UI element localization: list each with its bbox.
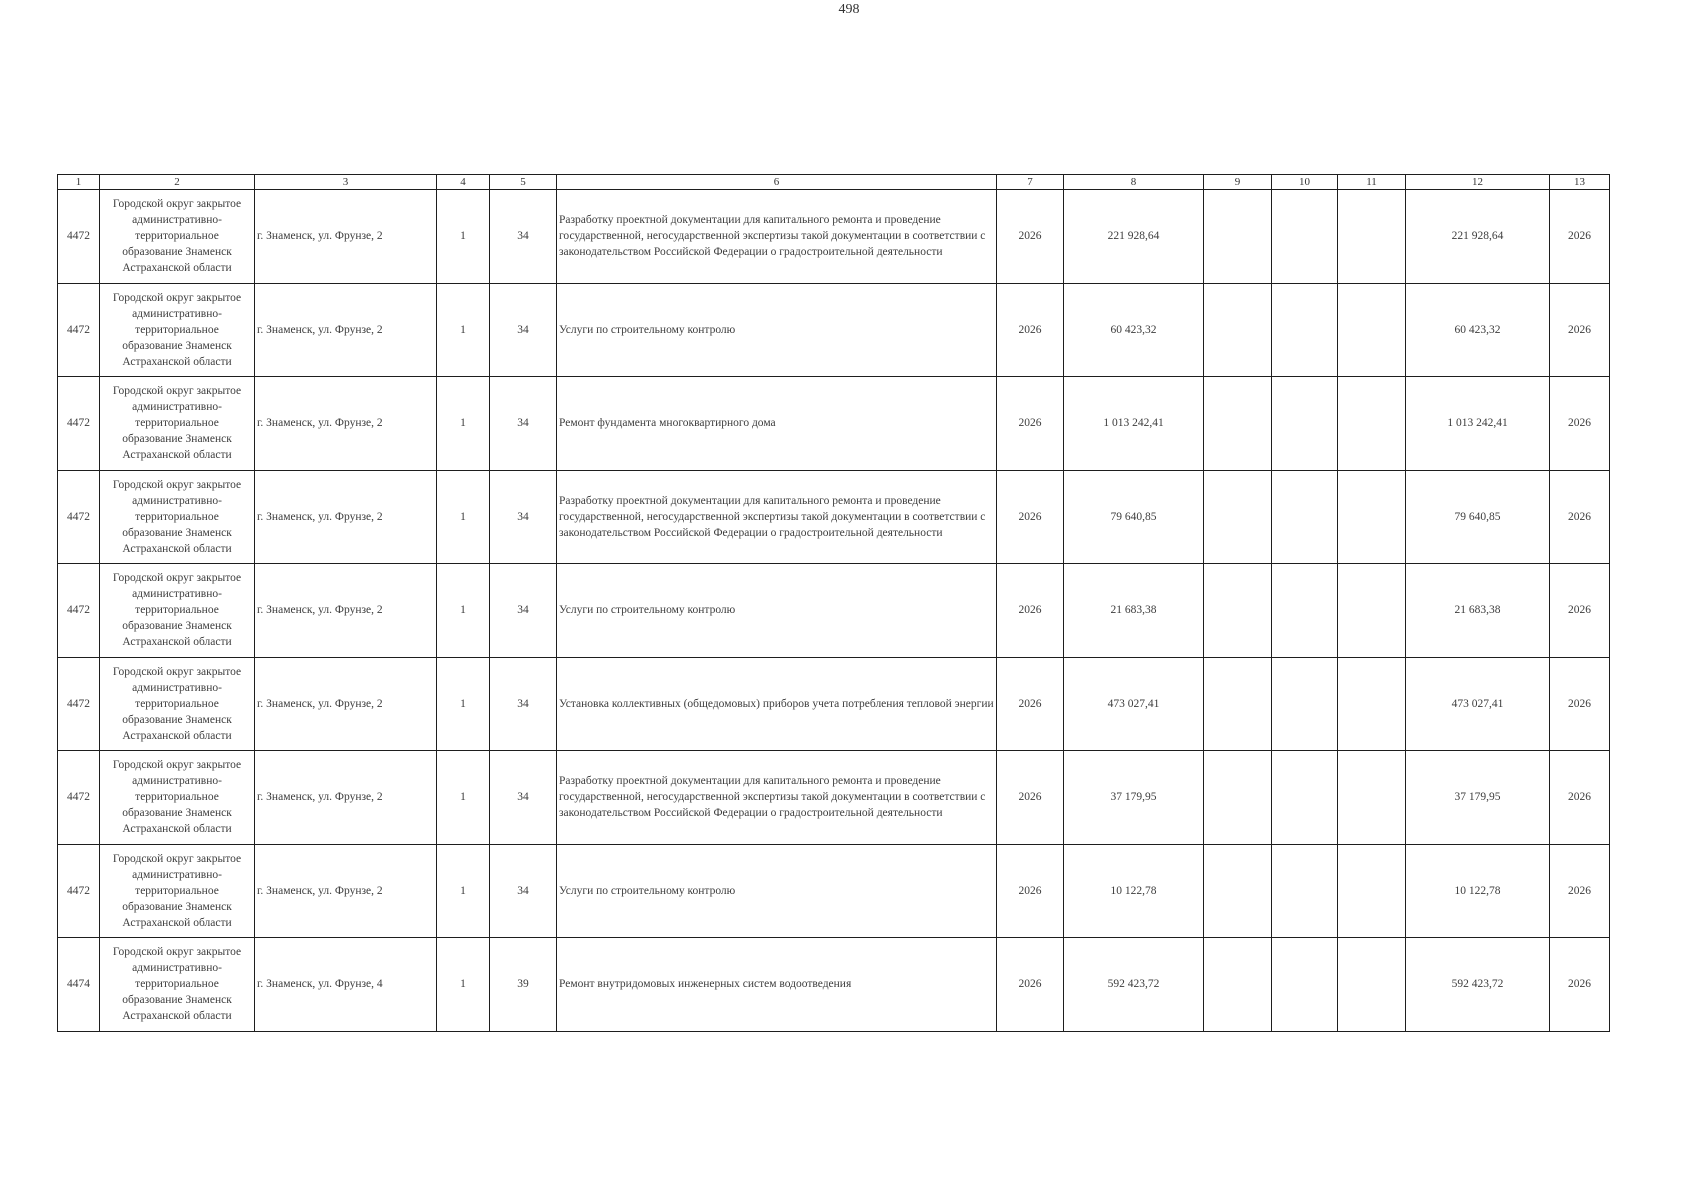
capital-repair-table <box>57 174 1610 1032</box>
header-cell-2: 2 <box>100 175 255 190</box>
cell-year: 2026 <box>997 377 1064 471</box>
municipality-line: образование Знаменск <box>122 246 232 259</box>
municipality-line: образование Знаменск <box>122 339 232 352</box>
cell-municipality <box>100 377 255 471</box>
cell-address: г. Знаменск, ул. Фрунзе, 4 <box>255 938 437 1032</box>
cell-col10 <box>1272 844 1338 938</box>
municipality-line: территориальное <box>135 323 219 336</box>
cell-total-cost: 21 683,38 <box>1064 564 1204 658</box>
municipality-line: образование Знаменск <box>122 620 232 633</box>
cell-col9 <box>1204 377 1272 471</box>
cell-col4: 1 <box>437 470 490 564</box>
cell-col11 <box>1338 657 1406 751</box>
cell-record-id: 4472 <box>58 751 100 845</box>
cell-record-id: 4472 <box>58 564 100 658</box>
municipality-line: Астраханской области <box>122 355 232 368</box>
cell-work-type: Установка коллективных (общедомовых) приборов учета потребления тепловой энергии <box>557 657 997 751</box>
cell-col10 <box>1272 190 1338 284</box>
municipality-line: административно- <box>132 214 222 227</box>
cell-address: г. Знаменск, ул. Фрунзе, 2 <box>255 190 437 284</box>
cell-col11 <box>1338 283 1406 377</box>
cell-col5: 34 <box>490 190 557 284</box>
cell-completion-year: 2026 <box>1550 938 1610 1032</box>
header-row <box>58 175 1610 190</box>
municipality-line: Городской округ закрытое <box>112 572 242 585</box>
cell-fund-cost: 473 027,41 <box>1406 657 1550 751</box>
table-row <box>58 564 1610 658</box>
cell-fund-cost: 10 122,78 <box>1406 844 1550 938</box>
cell-total-cost: 37 179,95 <box>1064 751 1204 845</box>
table-row <box>58 190 1610 284</box>
cell-col4: 1 <box>437 751 490 845</box>
cell-col4: 1 <box>437 190 490 284</box>
cell-col11 <box>1338 938 1406 1032</box>
municipality-line: Городской округ закрытое <box>112 385 242 398</box>
cell-municipality <box>100 938 255 1032</box>
cell-col4: 1 <box>437 844 490 938</box>
cell-total-cost: 221 928,64 <box>1064 190 1204 284</box>
cell-col9 <box>1204 751 1272 845</box>
cell-work-type: Услуги по строительному контролю <box>557 283 997 377</box>
cell-col9 <box>1204 657 1272 751</box>
municipality-line: административно- <box>132 775 222 788</box>
cell-address: г. Знаменск, ул. Фрунзе, 2 <box>255 564 437 658</box>
table-row <box>58 844 1610 938</box>
cell-col4: 1 <box>437 564 490 658</box>
cell-completion-year: 2026 <box>1550 377 1610 471</box>
cell-col10 <box>1272 470 1338 564</box>
cell-work-type: Разработку проектной документации для капитального ремонта и проведение государственной, негосударственной экспертизы такой документации в соответствии с законодательством Российской Федерации о градостроительной деятельности <box>557 751 997 845</box>
cell-work-type: Разработку проектной документации для капитального ремонта и проведение государственной, негосударственной экспертизы такой документации в соответствии с законодательством Российской Федерации о градостроительной деятельности <box>557 470 997 564</box>
cell-col4: 1 <box>437 657 490 751</box>
cell-fund-cost: 37 179,95 <box>1406 751 1550 845</box>
cell-col11 <box>1338 190 1406 284</box>
municipality-line: Городской округ закрытое <box>112 852 242 865</box>
municipality-line: административно- <box>132 868 222 881</box>
cell-col10 <box>1272 283 1338 377</box>
header-cell-11: 11 <box>1338 175 1406 190</box>
cell-col5: 34 <box>490 657 557 751</box>
cell-fund-cost: 1 013 242,41 <box>1406 377 1550 471</box>
cell-col5: 34 <box>490 377 557 471</box>
cell-col10 <box>1272 564 1338 658</box>
municipality-line: Астраханской области <box>122 823 232 836</box>
cell-completion-year: 2026 <box>1550 564 1610 658</box>
municipality-line: Городской округ закрытое <box>112 759 242 772</box>
cell-col9 <box>1204 564 1272 658</box>
cell-completion-year: 2026 <box>1550 283 1610 377</box>
cell-col9 <box>1204 190 1272 284</box>
cell-record-id: 4474 <box>58 938 100 1032</box>
cell-address: г. Знаменск, ул. Фрунзе, 2 <box>255 283 437 377</box>
header-cell-3: 3 <box>255 175 437 190</box>
header-cell-4: 4 <box>437 175 490 190</box>
cell-col11 <box>1338 377 1406 471</box>
cell-col11 <box>1338 470 1406 564</box>
header-cell-12: 12 <box>1406 175 1550 190</box>
table-row <box>58 751 1610 845</box>
municipality-line: Городской округ закрытое <box>112 946 242 959</box>
cell-record-id: 4472 <box>58 283 100 377</box>
cell-municipality <box>100 470 255 564</box>
cell-col5: 34 <box>490 564 557 658</box>
municipality-line: Астраханской области <box>122 916 232 929</box>
municipality-line: Городской округ закрытое <box>112 478 242 491</box>
cell-work-type: Услуги по строительному контролю <box>557 844 997 938</box>
cell-col10 <box>1272 377 1338 471</box>
cell-col9 <box>1204 844 1272 938</box>
cell-total-cost: 1 013 242,41 <box>1064 377 1204 471</box>
municipality-line: Астраханской области <box>122 729 232 742</box>
municipality-line: Астраханской области <box>122 449 232 462</box>
cell-year: 2026 <box>997 470 1064 564</box>
cell-completion-year: 2026 <box>1550 190 1610 284</box>
cell-col10 <box>1272 938 1338 1032</box>
cell-col4: 1 <box>437 283 490 377</box>
cell-record-id: 4472 <box>58 190 100 284</box>
municipality-line: административно- <box>132 494 222 507</box>
municipality-line: административно- <box>132 681 222 694</box>
cell-fund-cost: 79 640,85 <box>1406 470 1550 564</box>
header-cell-5: 5 <box>490 175 557 190</box>
municipality-line: административно- <box>132 962 222 975</box>
municipality-line: административно- <box>132 588 222 601</box>
cell-total-cost: 79 640,85 <box>1064 470 1204 564</box>
table-row <box>58 657 1610 751</box>
cell-completion-year: 2026 <box>1550 844 1610 938</box>
table-row <box>58 283 1610 377</box>
header-cell-6: 6 <box>557 175 997 190</box>
cell-col11 <box>1338 844 1406 938</box>
header-cell-8: 8 <box>1064 175 1204 190</box>
municipality-line: Городской округ закрытое <box>112 291 242 304</box>
table-row <box>58 377 1610 471</box>
municipality-line: образование Знаменск <box>122 994 232 1007</box>
cell-municipality <box>100 657 255 751</box>
cell-col11 <box>1338 564 1406 658</box>
header-cell-1: 1 <box>58 175 100 190</box>
municipality-line: территориальное <box>135 604 219 617</box>
cell-work-type: Разработку проектной документации для капитального ремонта и проведение государственной, негосударственной экспертизы такой документации в соответствии с законодательством Российской Федерации о градостроительной деятельности <box>557 190 997 284</box>
cell-municipality <box>100 844 255 938</box>
cell-year: 2026 <box>997 657 1064 751</box>
cell-work-type: Ремонт фундамента многоквартирного дома <box>557 377 997 471</box>
cell-work-type: Ремонт внутридомовых инженерных систем водоотведения <box>557 938 997 1032</box>
municipality-line: образование Знаменск <box>122 900 232 913</box>
municipality-line: образование Знаменск <box>122 433 232 446</box>
table-row <box>58 470 1610 564</box>
municipality-line: территориальное <box>135 884 219 897</box>
municipality-line: образование Знаменск <box>122 807 232 820</box>
cell-total-cost: 10 122,78 <box>1064 844 1204 938</box>
header-cell-13: 13 <box>1550 175 1610 190</box>
cell-completion-year: 2026 <box>1550 657 1610 751</box>
cell-year: 2026 <box>997 283 1064 377</box>
cell-completion-year: 2026 <box>1550 470 1610 564</box>
cell-col9 <box>1204 283 1272 377</box>
municipality-line: Астраханской области <box>122 262 232 275</box>
municipality-line: Городской округ закрытое <box>112 665 242 678</box>
cell-record-id: 4472 <box>58 657 100 751</box>
municipality-line: образование Знаменск <box>122 713 232 726</box>
cell-col5: 39 <box>490 938 557 1032</box>
cell-total-cost: 473 027,41 <box>1064 657 1204 751</box>
cell-fund-cost: 592 423,72 <box>1406 938 1550 1032</box>
cell-record-id: 4472 <box>58 470 100 564</box>
cell-record-id: 4472 <box>58 844 100 938</box>
header-cell-10: 10 <box>1272 175 1338 190</box>
header-cell-9: 9 <box>1204 175 1272 190</box>
municipality-line: территориальное <box>135 978 219 991</box>
cell-col10 <box>1272 657 1338 751</box>
municipality-line: Городской округ закрытое <box>112 198 242 211</box>
municipality-line: Астраханской области <box>122 542 232 555</box>
municipality-line: Астраханской области <box>122 1010 232 1023</box>
cell-col10 <box>1272 751 1338 845</box>
cell-completion-year: 2026 <box>1550 751 1610 845</box>
cell-work-type: Услуги по строительному контролю <box>557 564 997 658</box>
cell-address: г. Знаменск, ул. Фрунзе, 2 <box>255 377 437 471</box>
cell-col9 <box>1204 470 1272 564</box>
cell-year: 2026 <box>997 938 1064 1032</box>
cell-municipality <box>100 564 255 658</box>
cell-col5: 34 <box>490 283 557 377</box>
municipality-line: Астраханской области <box>122 636 232 649</box>
cell-col11 <box>1338 751 1406 845</box>
cell-address: г. Знаменск, ул. Фрунзе, 2 <box>255 751 437 845</box>
cell-municipality <box>100 283 255 377</box>
cell-col5: 34 <box>490 844 557 938</box>
cell-address: г. Знаменск, ул. Фрунзе, 2 <box>255 470 437 564</box>
municipality-line: административно- <box>132 401 222 414</box>
municipality-line: административно- <box>132 307 222 320</box>
cell-year: 2026 <box>997 190 1064 284</box>
municipality-line: территориальное <box>135 697 219 710</box>
cell-total-cost: 60 423,32 <box>1064 283 1204 377</box>
cell-col9 <box>1204 938 1272 1032</box>
cell-fund-cost: 60 423,32 <box>1406 283 1550 377</box>
municipality-line: образование Знаменск <box>122 526 232 539</box>
cell-col4: 1 <box>437 377 490 471</box>
cell-fund-cost: 221 928,64 <box>1406 190 1550 284</box>
cell-total-cost: 592 423,72 <box>1064 938 1204 1032</box>
municipality-line: территориальное <box>135 510 219 523</box>
cell-record-id: 4472 <box>58 377 100 471</box>
cell-year: 2026 <box>997 751 1064 845</box>
cell-address: г. Знаменск, ул. Фрунзе, 2 <box>255 657 437 751</box>
cell-col5: 34 <box>490 470 557 564</box>
municipality-line: территориальное <box>135 417 219 430</box>
cell-fund-cost: 21 683,38 <box>1406 564 1550 658</box>
table-row <box>58 938 1610 1032</box>
cell-municipality <box>100 190 255 284</box>
cell-address: г. Знаменск, ул. Фрунзе, 2 <box>255 844 437 938</box>
page-number: 498 <box>838 2 860 17</box>
cell-year: 2026 <box>997 564 1064 658</box>
cell-year: 2026 <box>997 844 1064 938</box>
cell-col5: 34 <box>490 751 557 845</box>
municipality-line: территориальное <box>135 230 219 243</box>
cell-col4: 1 <box>437 938 490 1032</box>
municipality-line: территориальное <box>135 791 219 804</box>
header-cell-7: 7 <box>997 175 1064 190</box>
cell-municipality <box>100 751 255 845</box>
